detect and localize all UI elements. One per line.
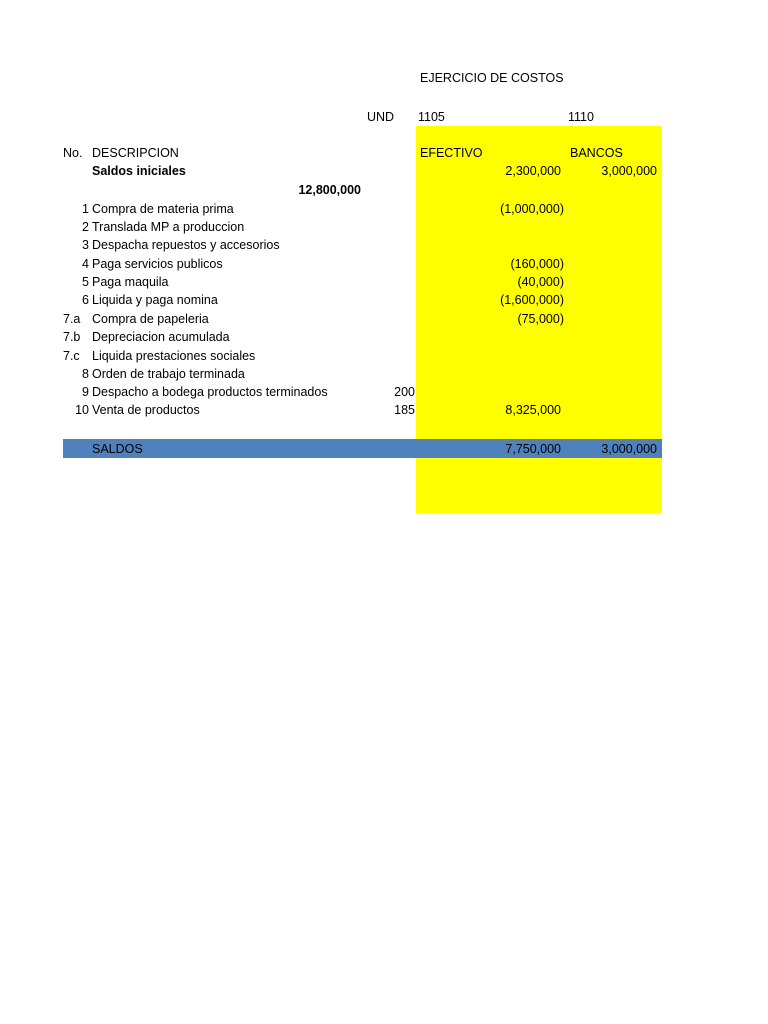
row-no: 7.b bbox=[63, 330, 81, 344]
row-efectivo: (1,000,000) bbox=[500, 202, 564, 216]
account-code-bancos: 1110 bbox=[568, 110, 594, 124]
header-efectivo: EFECTIVO bbox=[420, 146, 483, 160]
saldos-iniciales-bancos: 3,000,000 bbox=[601, 164, 657, 178]
und-label: UND bbox=[367, 110, 395, 124]
row-description: Paga maquila bbox=[92, 275, 169, 289]
row-description: Venta de productos bbox=[92, 403, 200, 417]
row-no: 2 bbox=[82, 220, 89, 234]
header-no: No. bbox=[63, 146, 83, 160]
saldos-efectivo: 7,750,000 bbox=[505, 442, 561, 456]
row-description: Translada MP a produccion bbox=[92, 220, 245, 234]
row-description: Compra de materia prima bbox=[92, 202, 234, 216]
row-und: 200 bbox=[394, 385, 415, 399]
row-description: Despacha repuestos y accesorios bbox=[92, 238, 280, 252]
row-no: 5 bbox=[82, 275, 89, 289]
row-no: 6 bbox=[82, 293, 89, 307]
saldos-iniciales-efectivo: 2,300,000 bbox=[505, 164, 561, 178]
row-no: 8 bbox=[82, 367, 89, 381]
row-description: Liquida prestaciones sociales bbox=[92, 349, 256, 363]
row-efectivo: (75,000) bbox=[517, 312, 564, 326]
row-description: Liquida y paga nomina bbox=[92, 293, 218, 307]
row-description: Despacho a bodega productos terminados bbox=[92, 385, 328, 399]
row-und: 185 bbox=[394, 403, 415, 417]
row-description: Paga servicios publicos bbox=[92, 257, 223, 271]
row-description: Depreciacion acumulada bbox=[92, 330, 230, 344]
row-efectivo: (40,000) bbox=[517, 275, 564, 289]
saldos-label: SALDOS bbox=[92, 442, 143, 456]
row-description: Compra de papeleria bbox=[92, 312, 209, 326]
header-descripcion: DESCRIPCION bbox=[92, 146, 179, 160]
row-efectivo: 8,325,000 bbox=[505, 403, 561, 417]
saldos-iniciales-label: Saldos iniciales bbox=[92, 164, 186, 178]
row-efectivo: (1,600,000) bbox=[500, 293, 564, 307]
row-no: 7.a bbox=[63, 312, 81, 326]
row-no: 7.c bbox=[63, 349, 80, 363]
saldos-bancos: 3,000,000 bbox=[601, 442, 657, 456]
account-code-efectivo: 1105 bbox=[418, 110, 445, 124]
row-no: 4 bbox=[82, 257, 89, 271]
row-no: 9 bbox=[82, 385, 89, 399]
row-efectivo: (160,000) bbox=[510, 257, 564, 271]
row-no: 1 bbox=[82, 202, 89, 216]
saldos-iniciales-total: 12,800,000 bbox=[298, 183, 361, 197]
row-no: 10 bbox=[75, 403, 89, 417]
row-no: 3 bbox=[82, 238, 89, 252]
row-description: Orden de trabajo terminada bbox=[92, 367, 245, 381]
header-bancos: BANCOS bbox=[570, 146, 623, 160]
sheet-title: EJERCICIO DE COSTOS bbox=[420, 71, 564, 85]
